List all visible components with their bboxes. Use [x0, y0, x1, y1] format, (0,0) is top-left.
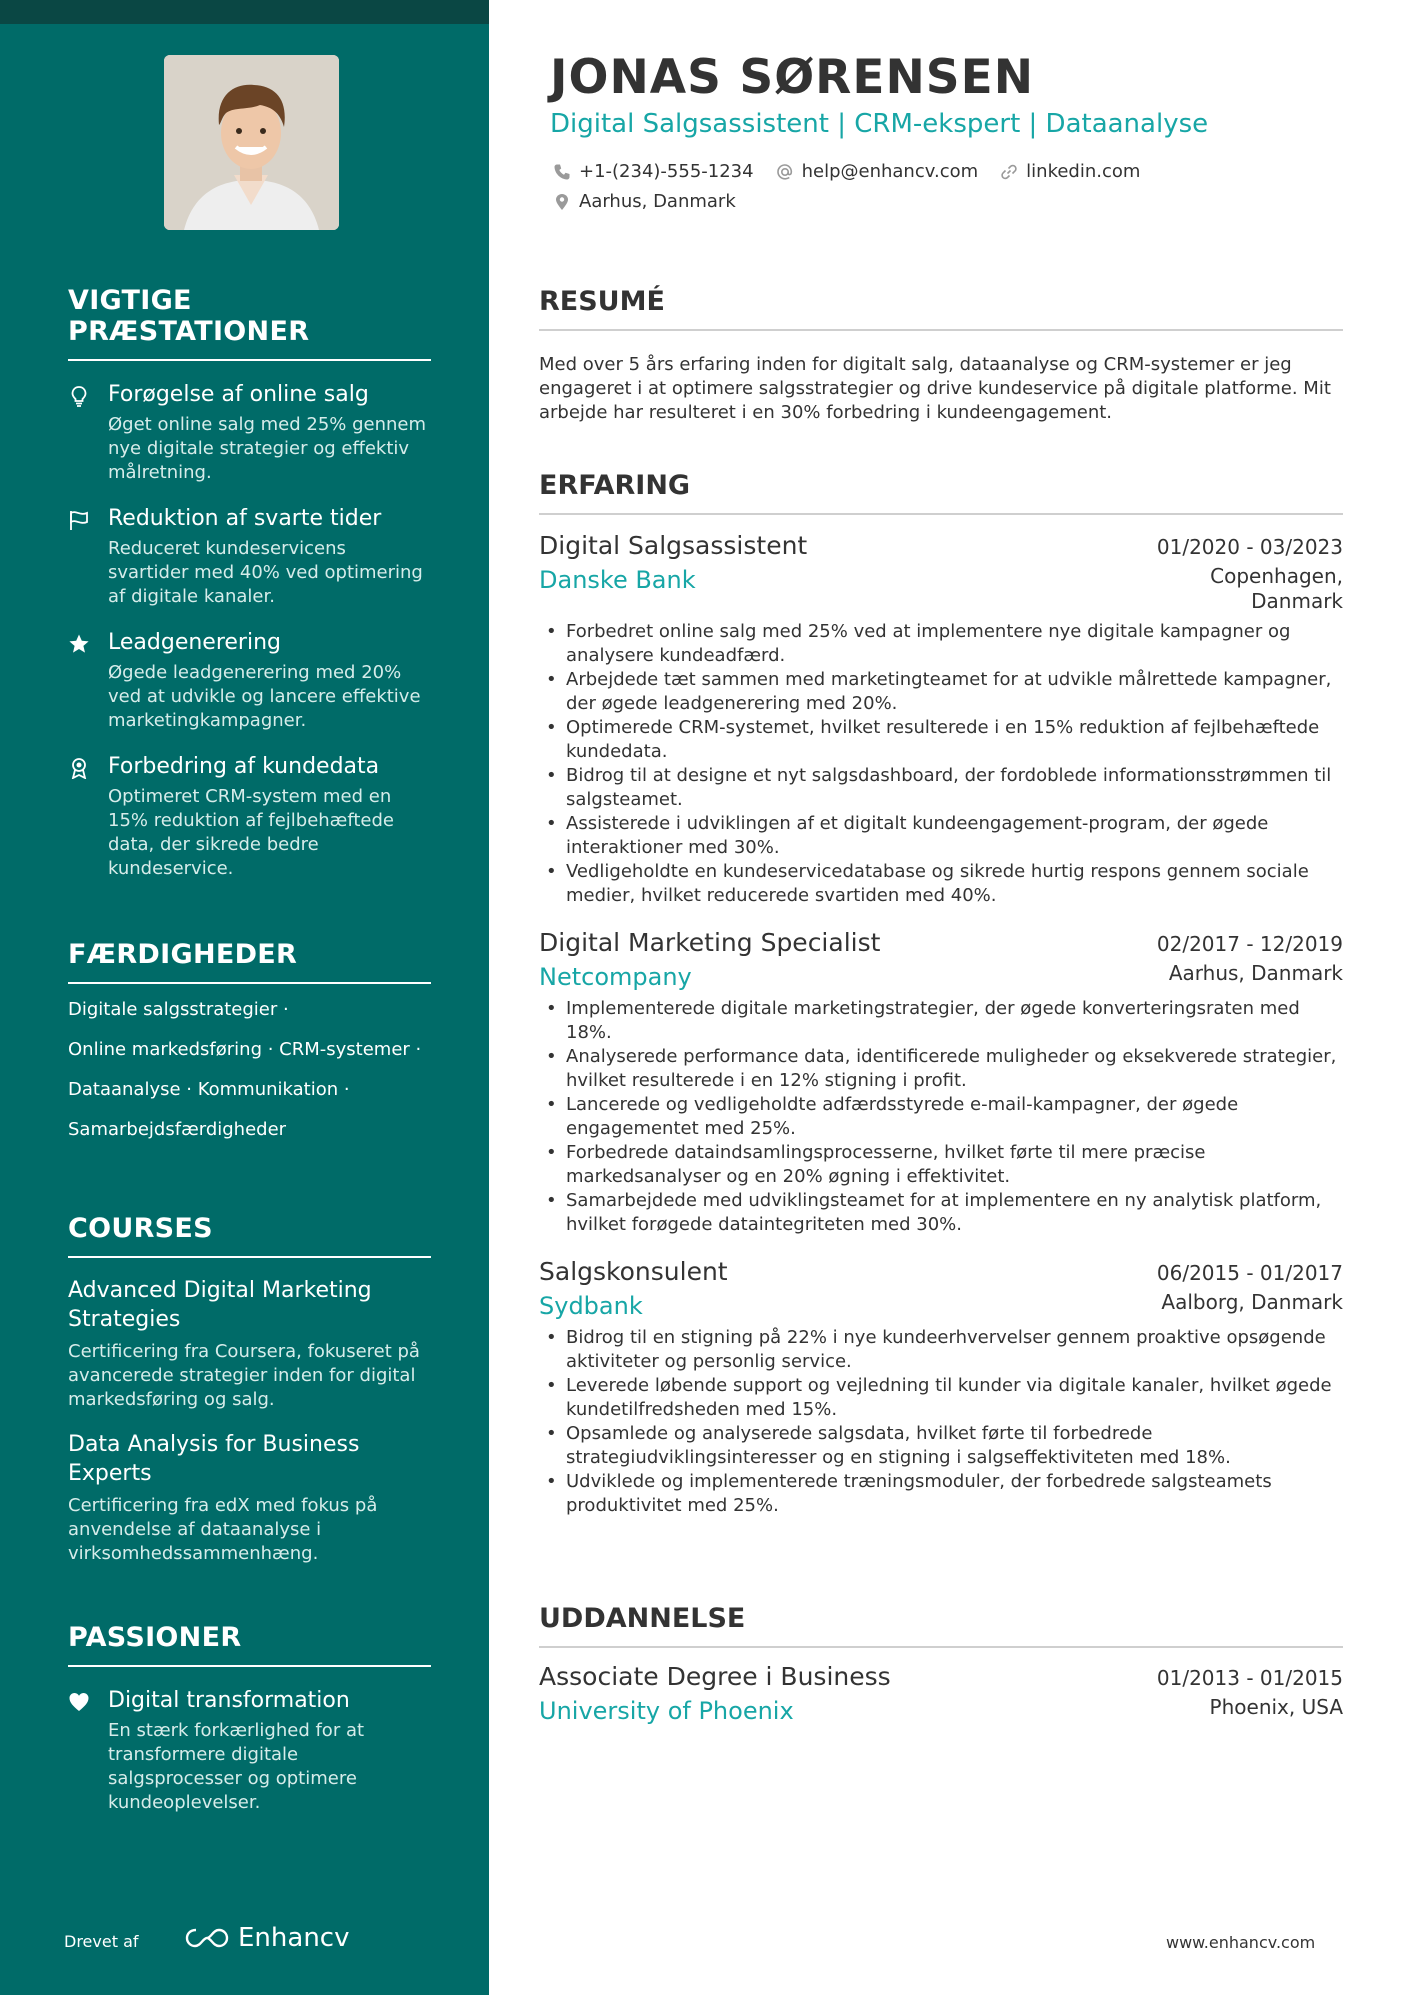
passion-title: Digital transformation	[108, 1688, 350, 1713]
candidate-name: JONAS SØRENSEN	[550, 50, 1035, 105]
contact-row	[553, 161, 1140, 182]
brand-name: Enhancv	[238, 1923, 350, 1953]
phone-icon	[553, 163, 571, 181]
location-pin-icon	[553, 193, 571, 211]
job-entry	[539, 1257, 1343, 1518]
bullet-item: • Optimerede CRM-systemet, hvilket resulterede i en 15% reduktion af fejlbehæftede kundedata.	[539, 716, 1343, 764]
sidebar	[0, 0, 489, 1995]
powered-by-label: Drevet af	[64, 1932, 139, 1951]
job-entry	[539, 531, 1343, 908]
bullet-item: • Forbedrede dataindsamlingsprocesserne, hvilket førte til mere præcise markedsanalyser og en 20% øgning i effektivitet.	[539, 1141, 1343, 1189]
job-location-line: Copenhagen,	[1210, 564, 1343, 588]
job-company: Netcompany	[539, 963, 692, 991]
achievement-item	[68, 629, 431, 733]
job-bullets	[539, 1326, 1343, 1518]
courses-section	[68, 1213, 431, 1566]
candidate-title: Digital Salgsassistent | CRM-ekspert | Dataanalyse	[550, 109, 1209, 139]
achievement-desc: Optimeret CRM-system med en 15% reduktion af fejlbehæftede data, der sikrede bedre kundeservice.	[108, 786, 395, 879]
achievement-title: Reduktion af svarte tider	[108, 506, 382, 531]
phone-contact[interactable]	[553, 161, 754, 182]
bullet-item: • Samarbejdede med udviklingsteamet for at implementere en ny analytisk platform, hvilket forøgede dataintegriteten med 30%.	[539, 1189, 1343, 1237]
flag-icon	[68, 509, 90, 531]
school-name: University of Phoenix	[539, 1697, 794, 1725]
bullet-item: • Vedligeholdte en kundeservicedatabase og sikrede hurtig respons gennem sociale medier, hvilket reducerede svartiden med 40%.	[539, 860, 1343, 908]
passions-section	[68, 1622, 431, 1815]
linkedin-text: linkedin.com	[1026, 161, 1141, 182]
job-bullets	[539, 997, 1343, 1237]
job-dates: 06/2015 - 01/2017	[1156, 1261, 1343, 1285]
job-location-line: Aalborg, Danmark	[1161, 1290, 1343, 1314]
experience-heading: ERFARING	[539, 470, 1343, 515]
medal-icon	[68, 757, 90, 779]
skills-section	[68, 939, 431, 1158]
achievements-heading: VIGTIGE PRÆSTATIONER	[68, 285, 431, 361]
phone-text: +1-(234)-555-1234	[579, 161, 754, 182]
achievement-item	[68, 753, 431, 881]
course-item	[68, 1430, 431, 1566]
course-title: Data Analysis for Business Experts	[68, 1432, 360, 1486]
summary-text: Med over 5 års erfaring inden for digitalt salg, dataanalyse og CRM-systemer er jeg engageret i at optimere salgsstrategier og drive kundeservice på digitale platforme. Mit arbejde har resulteret i en 30% forbedring i kundeengagement.	[539, 354, 1331, 423]
achievement-item	[68, 381, 431, 485]
course-desc: Certificering fra edX med fokus på anvendelse af dataanalyse i virksomhedssammenhæng.	[68, 1495, 378, 1564]
bullet-item: • Udviklede og implementerede træningsmoduler, der forbedrede salgsteamets produktivitet med 25%.	[539, 1470, 1343, 1518]
bullet-item: • Forbedret online salg med 25% ved at implementere nye digitale kampagner og analysere kundeadfærd.	[539, 620, 1343, 668]
education-section	[539, 1603, 1343, 1725]
skill-line: Digitale salgsstrategier ·	[68, 999, 289, 1020]
job-location-line: Aarhus, Danmark	[1168, 961, 1343, 985]
at-icon	[776, 163, 794, 181]
job-dates: 02/2017 - 12/2019	[1156, 932, 1343, 956]
job-bullets	[539, 620, 1343, 908]
avatar	[164, 55, 339, 230]
star-icon	[68, 633, 90, 655]
education-dates: 01/2013 - 01/2015	[1156, 1666, 1343, 1690]
bullet-item: • Analyserede performance data, identificerede muligheder og eksekverede strategier, hvilket resulterede i en 12% stigning i profit.	[539, 1045, 1343, 1093]
job-location	[1169, 961, 1343, 986]
achievement-title: Forøgelse af online salg	[108, 382, 369, 407]
bullet-item: • Lancerede og vedligeholdte adfærdsstyrede e-mail-kampagner, der øgede engagementet med 25%.	[539, 1093, 1343, 1141]
job-title: Digital Marketing Specialist	[539, 928, 881, 957]
skill-line: Samarbejdsfærdigheder	[68, 1119, 287, 1140]
job-title: Salgskonsulent	[539, 1257, 728, 1286]
location-text: Aarhus, Danmark	[579, 191, 736, 212]
education-heading: UDDANNELSE	[539, 1603, 1343, 1648]
education-entry	[539, 1662, 1343, 1725]
passion-item	[68, 1687, 431, 1815]
achievement-item	[68, 505, 431, 609]
job-location	[1161, 1290, 1343, 1315]
skills-list	[68, 998, 431, 1158]
job-company: Danske Bank	[539, 566, 696, 594]
achievements-section	[68, 285, 431, 881]
email-text: help@enhancv.com	[801, 161, 979, 182]
course-title: Advanced Digital Marketing Strategies	[68, 1278, 372, 1332]
achievement-desc: Øgede leadgenerering med 20% ved at udvikle og lancere effektive marketingkampagner.	[108, 662, 421, 731]
job-entry	[539, 928, 1343, 1237]
job-title: Digital Salgsassistent	[539, 531, 808, 560]
linkedin-contact[interactable]	[1000, 161, 1140, 182]
lightbulb-icon	[68, 385, 90, 407]
passion-desc: En stærk forkærlighed for at transformere digitale salgsprocesser og optimere kundeoplevelser.	[108, 1720, 365, 1813]
achievement-title: Forbedring af kundedata	[108, 754, 380, 779]
education-location: Phoenix, USA	[1209, 1695, 1343, 1719]
infinity-icon	[184, 1926, 230, 1950]
skills-heading: FÆRDIGHEDER	[68, 939, 431, 984]
skill-line: Dataanalyse · Kommunikation ·	[68, 1079, 350, 1100]
email-contact[interactable]	[776, 161, 979, 182]
location-contact	[553, 191, 736, 212]
course-desc: Certificering fra Coursera, fokuseret på avancerede strategier inden for digital markedsføring og salg.	[68, 1341, 420, 1410]
job-dates: 01/2020 - 03/2023	[1156, 535, 1343, 559]
achievement-title: Leadgenerering	[108, 630, 281, 655]
courses-heading: COURSES	[68, 1213, 431, 1258]
bullet-item: • Leverede løbende support og vejledning til kunder via digitale kanaler, hvilket øgede kundetilfredsheden med 15%.	[539, 1374, 1343, 1422]
job-location	[1210, 564, 1343, 614]
bullet-item: • Opsamlede og analyserede salgsdata, hvilket førte til forbedrede strategiudviklingsinteresser og en stigning i salgseffektiviteten med 18%.	[539, 1422, 1343, 1470]
link-icon	[1000, 163, 1018, 181]
summary-heading: RESUMÉ	[539, 286, 1343, 331]
skill-line: Online markedsføring · CRM-systemer ·	[68, 1039, 422, 1060]
bullet-item: • Bidrog til en stigning på 22% i nye kundeerhvervelser gennem proaktive opsøgende aktiviteter og personlig service.	[539, 1326, 1343, 1374]
enhancv-logo[interactable]	[184, 1923, 349, 1953]
bullet-item: • Assisterede i udviklingen af et digitalt kundeengagement-program, der øgede interaktioner med 30%.	[539, 812, 1343, 860]
heart-icon	[68, 1691, 90, 1713]
bullet-item: • Arbejdede tæt sammen med marketingteamet for at udvikle målrettede kampagner, der øgede leadgenerering med 20%.	[539, 668, 1343, 716]
bullet-item: • Bidrog til at designe et nyt salgsdashboard, der fordoblede informationsstrømmen til salgsteamet.	[539, 764, 1343, 812]
bullet-item: • Implementerede digitale marketingstrategier, der øgede konverteringsraten med 18%.	[539, 997, 1343, 1045]
achievement-desc: Reduceret kundeservicens svartider med 40% ved optimering af digitale kanaler.	[108, 538, 423, 607]
footer-url[interactable]: www.enhancv.com	[1166, 1933, 1316, 1952]
passions-heading: PASSIONER	[68, 1622, 431, 1667]
course-item	[68, 1276, 431, 1412]
profile-photo	[164, 55, 339, 230]
job-company: Sydbank	[539, 1292, 643, 1320]
achievement-desc: Øget online salg med 25% gennem nye digitale strategier og effektiv målretning.	[108, 414, 427, 483]
summary-section	[539, 286, 1343, 425]
experience-section	[539, 470, 1343, 1518]
job-location-line: Danmark	[1251, 589, 1343, 613]
degree-title: Associate Degree i Business	[539, 1662, 891, 1691]
location-row	[553, 191, 736, 212]
sidebar-top-band	[0, 0, 489, 24]
